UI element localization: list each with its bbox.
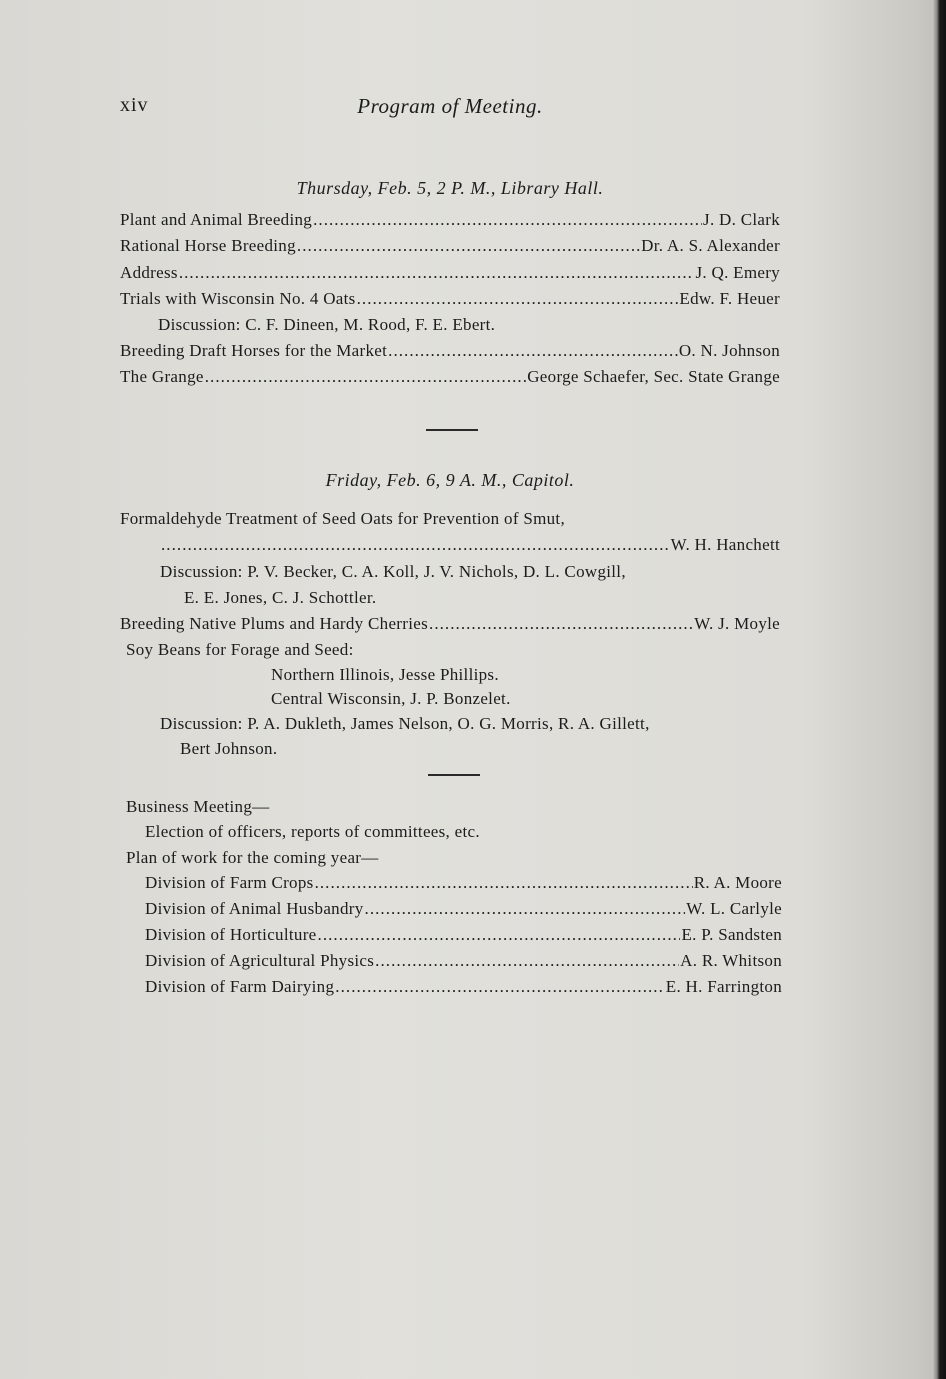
running-head	[120, 94, 780, 124]
program-item	[120, 235, 780, 257]
program-item	[120, 613, 780, 635]
item-title: Rational Horse Breeding	[120, 236, 296, 255]
item-speaker: W. H. Hanchett	[670, 535, 780, 554]
item-title: Division of Animal Husbandry	[145, 899, 364, 918]
discussion-line: Bert Johnson.	[180, 739, 278, 758]
item-title: Division of Farm Crops	[145, 873, 314, 892]
section-divider	[426, 429, 478, 431]
discussion-line: E. E. Jones, C. J. Schottler.	[184, 588, 377, 607]
item-speaker: W. L. Carlyle	[686, 899, 782, 918]
item-speaker: J. Q. Emery	[695, 263, 780, 282]
discussion-line: Discussion: C. F. Dineen, M. Rood, F. E. Ebert.	[158, 315, 496, 334]
item-speaker: W. J. Moyle	[694, 614, 780, 633]
division-item	[145, 976, 782, 998]
item-speaker: E. H. Farrington	[665, 977, 782, 996]
item-title: Soy Beans for Forage and Seed:	[126, 640, 354, 659]
page-number: xiv	[120, 94, 149, 116]
business-line: Plan of work for the coming year—	[126, 848, 379, 867]
item-title: Division of Horticulture	[145, 925, 317, 944]
friday-heading: Friday, Feb. 6, 9 A. M., Capitol.	[325, 470, 575, 490]
running-title: Program of Meeting.	[357, 94, 543, 118]
item-speaker: O. N. Johnson	[678, 341, 780, 360]
business-line: Election of officers, reports of committees, etc.	[145, 822, 480, 841]
program-item	[120, 288, 780, 310]
item-title: Division of Agricultural Physics	[145, 951, 375, 970]
item-speaker: A. R. Whitson	[680, 951, 782, 970]
item-speaker: J. D. Clark	[703, 210, 780, 229]
division-item	[145, 924, 782, 946]
thursday-heading: Thursday, Feb. 5, 2 P. M., Library Hall.	[296, 178, 604, 198]
item-title: Breeding Draft Horses for the Market	[120, 341, 388, 360]
business-heading: Business Meeting—	[126, 797, 270, 816]
item-title: Address	[120, 263, 178, 282]
item-speaker: E. P. Sandsten	[681, 925, 782, 944]
item-title: Plant and Animal Breeding	[120, 210, 313, 229]
discussion-line: Discussion: P. A. Dukleth, James Nelson, O. G. Morris, R. A. Gillett,	[160, 714, 650, 733]
program-item	[120, 209, 780, 231]
item-speaker: Edw. F. Heuer	[679, 289, 780, 308]
section-divider	[428, 774, 480, 776]
division-item	[145, 872, 782, 894]
program-item	[160, 534, 780, 556]
program-item	[120, 366, 780, 388]
division-item	[145, 898, 782, 920]
item-speaker: R. A. Moore	[693, 873, 782, 892]
item-speaker: Dr. A. S. Alexander	[641, 236, 780, 255]
item-title: Division of Farm Dairying	[145, 977, 335, 996]
sub-item: Northern Illinois, Jesse Phillips.	[271, 665, 499, 684]
item-title: Breeding Native Plums and Hardy Cherries	[120, 614, 429, 633]
program-item	[120, 262, 780, 284]
item-speaker: George Schaefer, Sec. State Grange	[527, 367, 780, 386]
program-item	[120, 340, 780, 362]
book-spine-edge	[932, 0, 946, 1379]
division-item	[145, 950, 782, 972]
item-title: The Grange	[120, 367, 204, 386]
item-title: Formaldehyde Treatment of Seed Oats for Prevention of Smut,	[120, 509, 565, 528]
item-title: Trials with Wisconsin No. 4 Oats	[120, 289, 356, 308]
sub-item: Central Wisconsin, J. P. Bonzelet.	[271, 689, 511, 708]
discussion-line: Discussion: P. V. Becker, C. A. Koll, J. V. Nichols, D. L. Cowgill,	[160, 562, 626, 581]
